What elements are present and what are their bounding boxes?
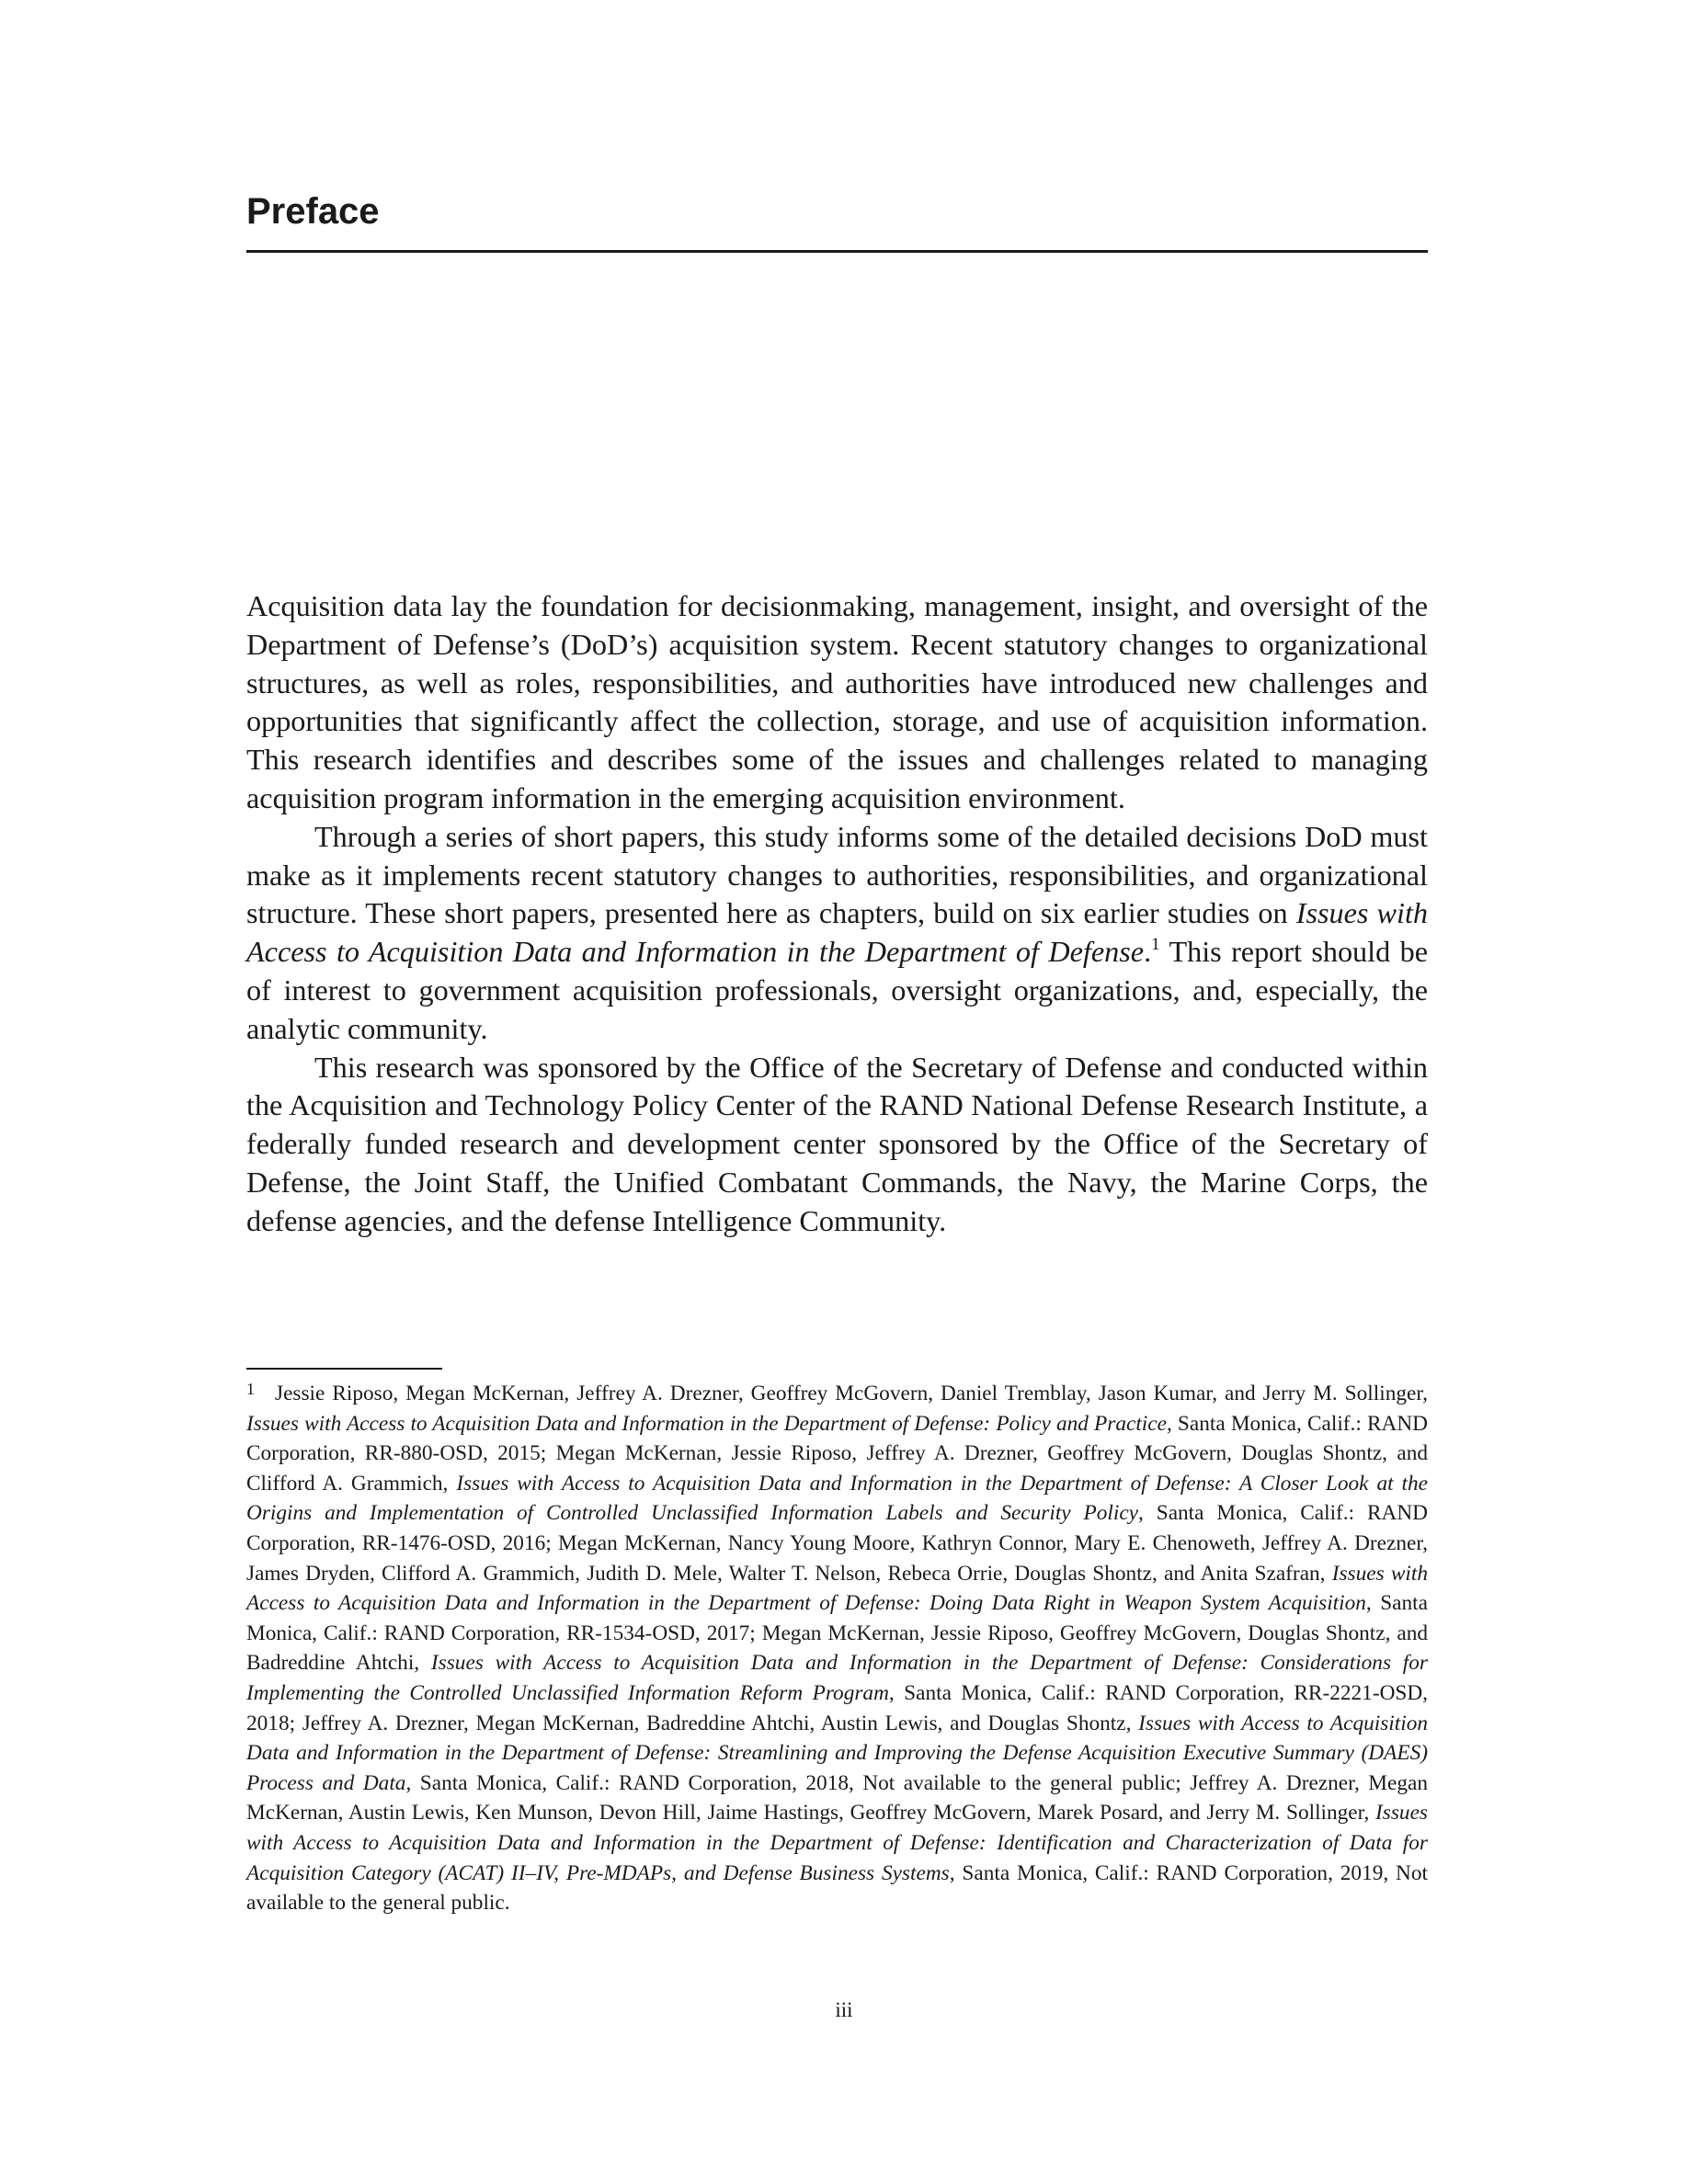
footnote-text-7: , Santa Monica, Calif.: RAND Corporation, 2019, Not available to the general public. — [246, 1860, 1428, 1916]
footnote-text-2: , Santa Monica, Calif.: RAND Corporation, RR-880-OSD, 2015; Megan McKernan, Jessie Riposo, Jeffrey A. Drezner, Geoffrey McGovern, Douglas Shontz, and Clifford A. Grammich, — [246, 1411, 1428, 1496]
footnote-title-2: Issues with Access to Acquisition Data and Information in the Department of Defense: A Closer Look at the Origins and Implementation of Controlled Unclassified Information Labels and Security Policy — [246, 1471, 1429, 1526]
footnote-marker: 1 — [246, 1380, 255, 1398]
footnote-reference: 1 — [1151, 935, 1160, 955]
paragraph-2-text-after: This report should be of interest to government acquisition professionals, oversight organizations, and, especially, the analytic community. — [246, 935, 1428, 1045]
page-number: iii — [835, 1998, 853, 2021]
paragraph-3: This research was sponsored by the Office of the Secretary of Defense and conducted within the Acquisition and Technology Policy Center of the RAND National Defense Research Institute, a federally funded research and development center sponsored by the Office of the Secretary of Defense, the Joint Staff, the Unified Combatant Commands, the Navy, the Marine Corps, the defense agencies, and the defense Intelligence Community. — [246, 1050, 1428, 1237]
body-text — [246, 587, 1428, 1241]
footnote-title-6: Issues with Access to Acquisition Data and Information in the Department of Defense: Identification and Characterization of Data for Acquisition Category (ACAT) II–IV, Pre-MDAPs, and Defense Business Systems — [246, 1801, 1428, 1885]
footnote-title-1: Issues with Access to Acquisition Data and Information in the Department of Defense: Policy and Practice — [246, 1411, 1167, 1436]
heading-divider — [246, 250, 1428, 253]
paragraph-2 — [246, 818, 1428, 1049]
page-title: Preface — [246, 191, 380, 232]
footnote-divider — [246, 1368, 442, 1370]
footnote-text-4: , Santa Monica, Calif.: RAND Corporation, RR-1534-OSD, 2017; Megan McKernan, Jessie Riposo, Geoffrey McGovern, Douglas Shontz, and Badreddine Ahtchi, — [246, 1591, 1428, 1676]
footnote-text-3: , Santa Monica, Calif.: RAND Corporation, RR-1476-OSD, 2016; Megan McKernan, Nancy Young Moore, Kathryn Connor, Mary E. Chenoweth, Jeffrey A. Drezner, James Dryden, Clifford A. Grammich, Judith D. Mele, Walter T. Nelson, Rebeca Orrie, Douglas Shontz, and Anita Szafran, — [246, 1501, 1428, 1586]
paragraph-1: Acquisition data lay the foundation for decisionmaking, management, insight, and oversight of the Department of Defense’s (DoD’s) acquisition system. Recent statutory changes to organizational structures, as well as roles, responsibilities, and authorities have introduced new challenges and opportunities that significantly affect the collection, storage, and use of acquisition information. This research identifies and describes some of the issues and challenges related to managing acquisition program information in the emerging acquisition environment. — [246, 589, 1428, 814]
footnote-text-5: , Santa Monica, Calif.: RAND Corporation, RR-2221-OSD, 2018; Jeffrey A. Drezner, Megan McKernan, Badreddine Ahtchi, Austin Lewis, and Douglas Shontz, — [246, 1680, 1429, 1735]
paragraph-2-period: . — [1144, 935, 1152, 969]
paragraph-2-study-title: Issues with Access to Acquisition Data and Information in the Department of Defense — [246, 896, 1428, 969]
footnote-title-4: Issues with Access to Acquisition Data and Information in the Department of Defense: Considerations for Implementing the Controlled Unclassified Information Reform Program — [246, 1651, 1428, 1705]
footnote — [246, 1379, 1428, 1918]
footnote-title-3: Issues with Access to Acquisition Data and Information in the Department of Defense: Doing Data Right in Weapon System Acquisition — [246, 1561, 1429, 1616]
footnote-title-5: Issues with Access to Acquisition Data and Information in the Department of Defense: Streamlining and Improving the Defense Acquisition Executive Summary (DAES) Process and Data — [246, 1711, 1428, 1795]
footnote-text-1: Jessie Riposo, Megan McKernan, Jeffrey A. Drezner, Geoffrey McGovern, Daniel Tremblay, Jason Kumar, and Jerry M. Sollinger, — [275, 1382, 1428, 1405]
paragraph-2-text-before: Through a series of short papers, this study informs some of the detailed decisions DoD must make as it implements recent statutory changes to authorities, responsibilities, and organizational structure. These short papers, presented here as chapters, build on six earlier studies on — [246, 819, 1428, 930]
footnote-text-6: , Santa Monica, Calif.: RAND Corporation, 2018, Not available to the general public; Jeffrey A. Drezner, Megan McKernan, Austin Lewis, Ken Munson, Devon Hill, Jaime Hastings, Geoffrey McGovern, Marek Posard, and Jerry M. Sollinger, — [246, 1770, 1428, 1826]
